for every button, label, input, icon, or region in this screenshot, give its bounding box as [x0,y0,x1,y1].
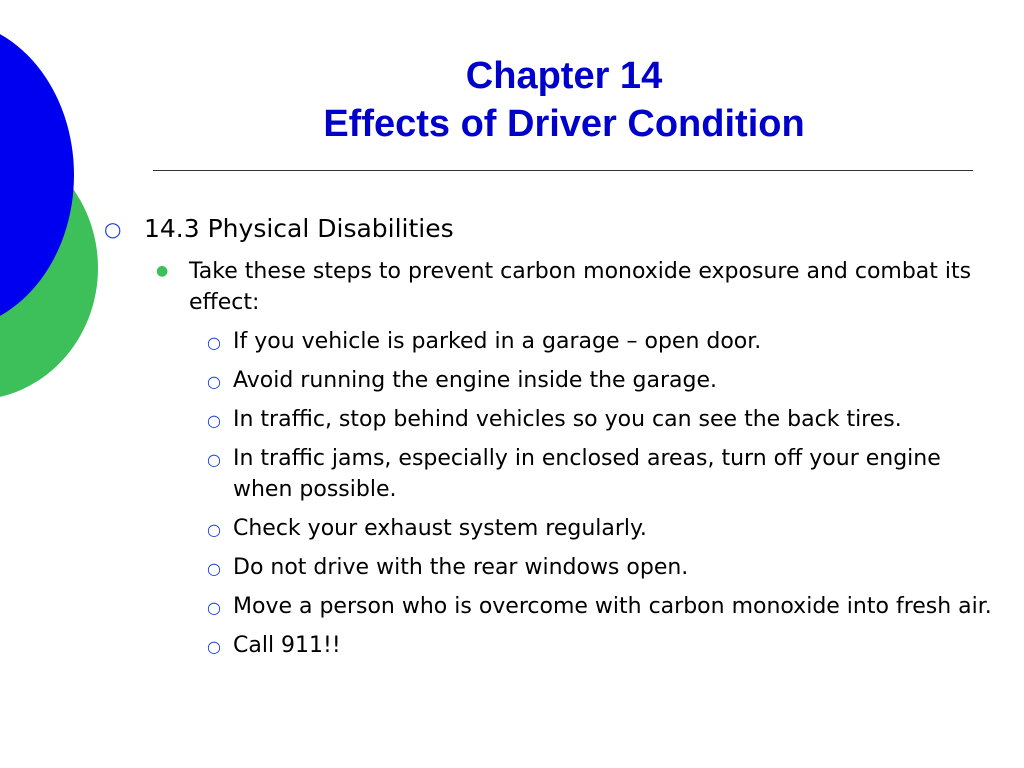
list-item-text: In traffic jams, especially in enclosed areas, turn off your engine when possible. [233,446,941,502]
list-item [207,630,997,661]
list-item [207,591,997,622]
hollow-circle-bullet-icon: ○ [207,559,221,578]
list-item-text: Do not drive with the rear windows open. [233,555,689,580]
list-item-text: If you vehicle is parked in a garage – open door. [233,329,762,354]
list-item [207,326,997,357]
steps-list [207,326,997,669]
intro-item [156,256,976,318]
hollow-circle-bullet-icon: ○ [207,411,221,430]
list-item-text: Call 911!! [233,633,341,658]
list-item-text: Move a person who is overcome with carbon monoxide into fresh air. [233,594,992,619]
list-item [207,443,997,505]
list-item [207,552,997,583]
list-item [207,404,997,435]
hollow-circle-bullet-icon: ○ [207,598,221,617]
hollow-circle-bullet-icon: ○ [207,372,221,391]
list-item-text: Check your exhaust system regularly. [233,516,647,541]
slide-title [155,52,973,148]
section-heading-text: 14.3 Physical Disabilities [144,214,454,243]
title-divider [153,170,973,171]
hollow-circle-bullet-icon: ○ [207,520,221,539]
hollow-circle-bullet-icon: ○ [207,450,221,469]
hollow-circle-bullet-icon: ○ [207,333,221,352]
hollow-circle-bullet-icon: ○ [207,637,221,656]
title-line-topic: Effects of Driver Condition [323,103,805,145]
filled-dot-bullet-icon: ● [156,263,169,279]
title-line-chapter: Chapter 14 [465,55,663,97]
hollow-circle-bullet-icon: ○ [104,217,122,241]
list-item-text: Avoid running the engine inside the garage. [233,368,718,393]
list-item [207,365,997,396]
list-item [207,513,997,544]
intro-text: Take these steps to prevent carbon monoxide exposure and combat its effect: [189,259,972,315]
list-item-text: In traffic, stop behind vehicles so you can see the back tires. [233,407,902,432]
